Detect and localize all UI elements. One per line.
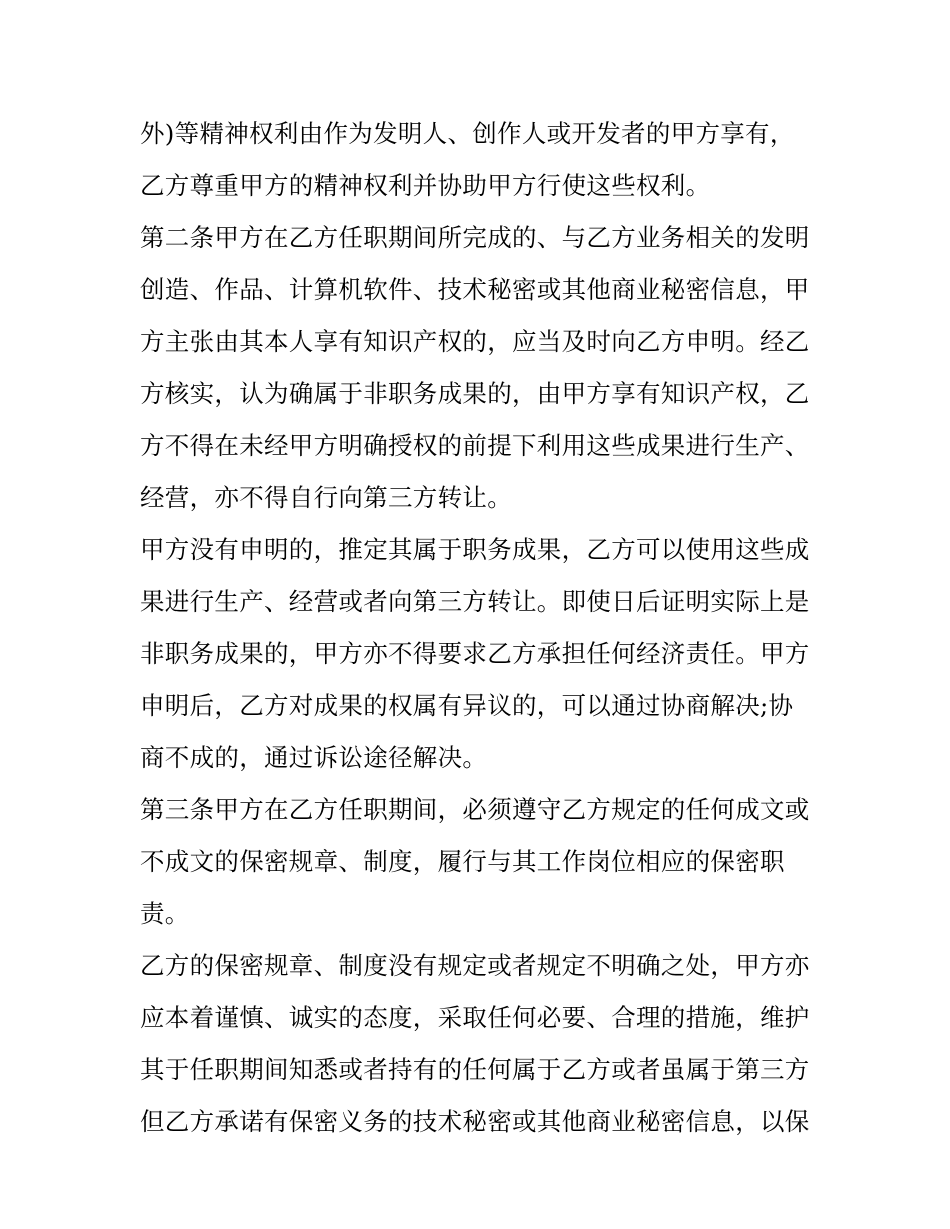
text-line-15: 不成文的保密规章、制度，履行与其工作岗位相应的保密职	[140, 847, 785, 876]
text-line-9: 甲方没有申明的，推定其属于职务成果，乙方可以使用这些成	[140, 535, 810, 564]
text-line-13: 商不成的，通过诉讼途径解决。	[140, 743, 488, 772]
text-line-11: 非职务成果的，甲方亦不得要求乙方承担任何经济责任。甲方	[140, 639, 810, 668]
text-line-1: 外)等精神权利由作为发明人、创作人或开发者的甲方享有，	[140, 119, 795, 148]
text-line-6: 方核实，认为确属于非职务成果的，由甲方享有知识产权，乙	[140, 379, 810, 408]
text-line-2: 乙方尊重甲方的精神权利并协助甲方行使这些权利。	[140, 171, 711, 200]
text-line-4: 创造、作品、计算机软件、技术秘密或其他商业秘密信息，甲	[140, 275, 810, 304]
text-line-17: 乙方的保密规章、制度没有规定或者规定不明确之处，甲方亦	[140, 951, 810, 980]
text-line-18: 应本着谨慎、诚实的态度，采取任何必要、合理的措施，维护	[140, 1003, 810, 1032]
text-line-12: 申明后，乙方对成果的权属有异议的，可以通过协商解决;协	[140, 691, 794, 720]
text-line-16: 责。	[140, 899, 190, 928]
text-line-19: 其于任职期间知悉或者持有的任何属于乙方或者虽属于第三方	[140, 1055, 810, 1084]
text-line-3: 第二条甲方在乙方任职期间所完成的、与乙方业务相关的发明	[140, 223, 810, 252]
text-line-10: 果进行生产、经营或者向第三方转让。即使日后证明实际上是	[140, 587, 810, 616]
text-line-20: 但乙方承诺有保密义务的技术秘密或其他商业秘密信息，以保	[140, 1107, 810, 1136]
text-line-14: 第三条甲方在乙方任职期间，必须遵守乙方规定的任何成文或	[140, 795, 810, 824]
document-body	[140, 108, 820, 1148]
text-line-5: 方主张由其本人享有知识产权的，应当及时向乙方申明。经乙	[140, 327, 810, 356]
text-line-7: 方不得在未经甲方明确授权的前提下利用这些成果进行生产、	[140, 431, 810, 460]
text-line-8: 经营，亦不得自行向第三方转让。	[140, 483, 512, 512]
